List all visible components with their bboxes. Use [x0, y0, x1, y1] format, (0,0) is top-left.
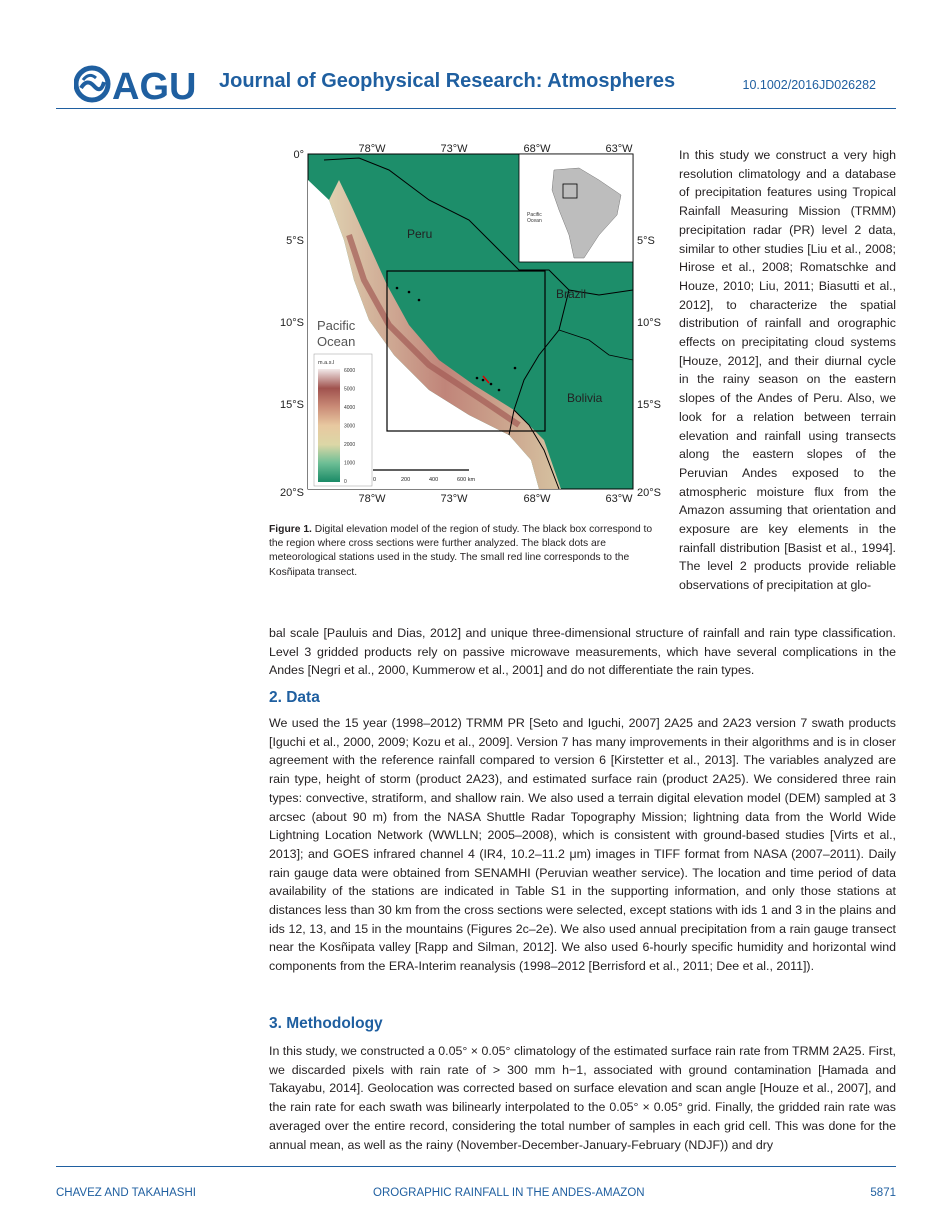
scale-label: 0: [373, 477, 377, 483]
left-tick-label: 0°: [293, 149, 304, 161]
colorbar-tick-label: 5000: [344, 386, 356, 393]
colorbar-tick-label: 4000: [344, 405, 356, 411]
figure-caption: [269, 523, 667, 580]
colorbar-tick-label: 2000: [344, 442, 356, 448]
intro-paragraph-continuation: bal scale [Pauluis and Dias, 2012] and unique three-dimensional structure of rainfall and rain type classification. Level 3 gridded products rely on passive microwave measurements, which have several complications in the Andes [Negri et al., 2000, Kummerow et al., 2001] and do not differentiate the rain types.: [269, 626, 896, 678]
right-tick-label: 15°S: [637, 399, 661, 411]
caption-text: Digital elevation model of the region of study. The black box correspond to the region where cross sections were further analyzed. The black dots are meteorological stations used in the study. The small red line corresponds to the Kosñipata transect.: [269, 524, 653, 578]
colorbar-tick-label: 6000: [344, 368, 356, 374]
scale-label: 600 km: [457, 477, 476, 483]
journal-title: Journal of Geophysical Research: Atmospheres: [219, 70, 676, 92]
label-pacific: Pacific: [317, 318, 356, 333]
section-2-body: We used the 15 year (1998–2012) TRMM PR [Seto and Iguchi, 2007] 2A25 and 2A23 version 7 swath products [Iguchi et al., 2000, 2009; Kozu et al., 2009]. Version 7 has many improvements in their algorithms and is in closer agreement with the reference rainfall compared to version 6 [Kirstetter et al., 2013]. The variables analyzed are rain type, height of storm (product 2A23), and estimated surface rain (product 2A25). We considered three rain types: convective, stratiform, and shallow rain. We also used a terrain digital elevation model (DEM) sampled at 3 arcsec (about 90 m) from the NASA Shuttle Radar Topography Mission; lightning data from the World Wide Lightning Location Network (WWLLN; 2005–2008), which is consistent with ground-based studies [Virts et al., 2013]; and GOES infrared channel 4 (IR4, 10.2–11.2 μm) images in TIFF format from NASA (2007–2011). Daily rain gauge data were obtained from SENAMHI (Peruvian weather service). The location and time period of data availability of the stations are indicated in Table S1 in the supporting information, and only those stations at distances less than 30 km from the cross sections were selected, except stations with ids 1 and 3 in the plains and ids 12, 13, and 15 in the mountains (Figures 2c–2e). We also used annual precipitation from a rain gauge transect near the Kosñipata valley [Rapp and Silman, 2012]. We also used 6-hourly specific humidity and horizontal wind components from the ERA-Interim reanalysis (1998–2012 [Berrisford et al., 2011; Dee et al., 2011]).: [269, 716, 896, 974]
label-brazil: Brazil: [556, 287, 587, 301]
bottom-tick-label: 63°W: [605, 493, 633, 505]
bottom-tick-label: 78°W: [358, 493, 386, 505]
footer-rule: [56, 1166, 896, 1167]
footer-title: OROGRAPHIC RAINFALL IN THE ANDES-AMAZON: [373, 1187, 645, 1199]
colorbar-title: m.a.s.l: [318, 360, 335, 366]
top-tick-label: 68°W: [523, 143, 551, 155]
right-tick-label: 5°S: [637, 235, 655, 247]
top-tick-label: 73°W: [440, 143, 468, 155]
bottom-tick-label: 68°W: [523, 493, 551, 505]
top-tick-label: 78°W: [358, 143, 386, 155]
dem-map: [269, 140, 669, 505]
svg-text:Ocean: Ocean: [527, 218, 542, 224]
colorbar-tick-label: 1000: [344, 460, 356, 467]
section-2-heading: 2. Data: [269, 689, 320, 706]
left-tick-label: 15°S: [280, 399, 304, 411]
figure-1: [269, 140, 669, 505]
footer-page-number: 5871: [870, 1187, 896, 1199]
top-tick-label: 63°W: [605, 143, 633, 155]
svg-text:Pacific: Pacific: [527, 212, 542, 218]
intro-paragraph-right: In this study we construct a very high resolution climatology and a database of precipitation features using Tropical Rainfall Measuring Mission (TRMM) precipitation radar (PR) level 2 data, similar to other studies [Liu et al., 2008; Hirose et al., 2008; Romatschke and Houze, 2010; Liu, 2011; Biasutti et al., 2012], to characterize the spatial distribution of rainfall and orographic effects on precipitating cloud systems [Houze, 2012], and their diurnal cycle in the rainy season on the eastern slopes of the Andes of Peru. Also, we look for a relation between terrain elevation and rainfall using transects along the eastern slopes of the Peruvian Andes exposed to the atmospheric moisture flux from the Amazon assuming that orientation and exposure are key elements in the rainfall distribution [Basist et al., 1994]. The level 2 products provide reliable observations of precipitation at glo-: [679, 148, 896, 593]
scale-label: 400: [429, 477, 439, 483]
left-tick-label: 20°S: [280, 487, 304, 499]
right-tick-label: 10°S: [637, 317, 661, 329]
label-peru: Peru: [407, 227, 433, 241]
doi: 10.1002/2016JD026282: [742, 78, 876, 92]
left-tick-label: 10°S: [280, 317, 304, 329]
caption-label: Figure 1.: [269, 524, 312, 535]
label-ocean: Ocean: [317, 334, 356, 349]
section-3-body: In this study, we constructed a 0.05° × 0.05° climatology of the estimated surface rain rate from TRMM 2A25. First, we discarded pixels with rain rate of > 300 mm h−1, associated with ground contamination [Hamada and Takayabu, 2014]. Geolocation was corrected based on surface elevation and scan angle [Houze et al., 2007], and the rain rate for each swath was bilinearly interpolated to the 0.05° × 0.05° grid. Finally, the gridded rain rate was averaged over the entire record, considering the total number of samples in each grid cell. This was done for the annual mean, as well as the rainy (November-December-January-February (NDJF)) and dry: [269, 1044, 896, 1152]
agu-logo: [74, 64, 196, 104]
left-tick-label: 5°S: [286, 235, 304, 247]
label-bolivia: Bolivia: [567, 391, 603, 405]
header-rule: [56, 108, 896, 109]
logo-text: AGU: [112, 66, 196, 104]
colorbar-tick-label: 3000: [344, 423, 356, 430]
scale-label: 200: [401, 477, 411, 483]
footer-authors: CHAVEZ AND TAKAHASHI: [56, 1187, 196, 1199]
section-3-heading: 3. Methodology: [269, 1015, 383, 1032]
bottom-tick-label: 73°W: [440, 493, 468, 505]
colorbar-tick-label: 0: [344, 479, 347, 485]
right-tick-label: 20°S: [637, 487, 661, 499]
